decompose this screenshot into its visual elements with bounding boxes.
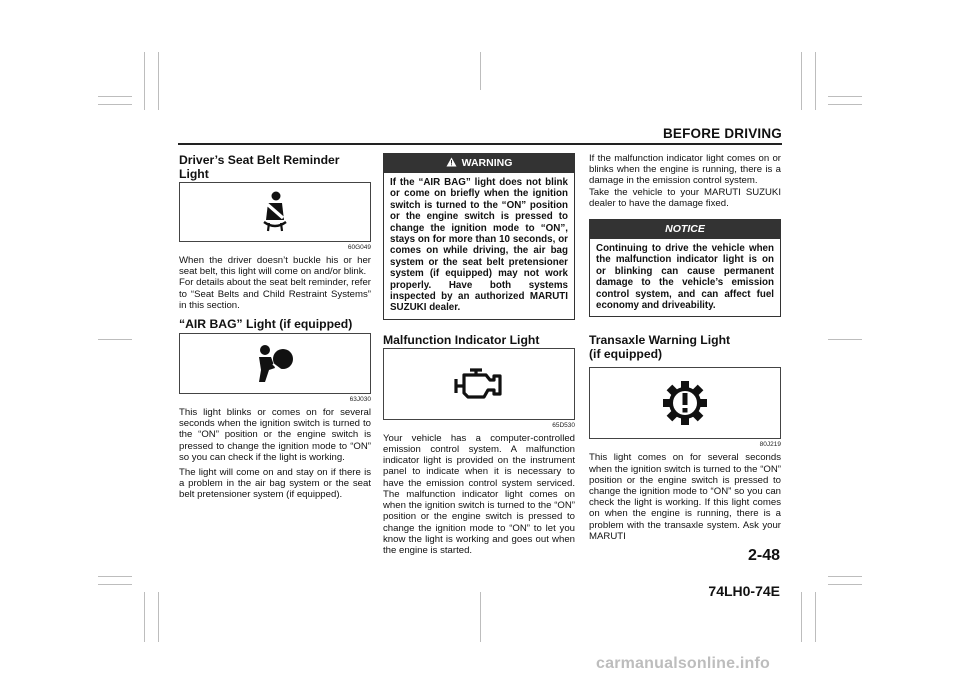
malfunction-icon-box (383, 348, 575, 420)
column-1 (179, 153, 371, 501)
airbag-paragraph-2: The light will come on and stay on if there is a problem in the air bag system or the seat belt pretensioner system (if equipped). (179, 467, 371, 501)
crop-mark (828, 576, 862, 577)
airbag-icon (251, 344, 299, 384)
crop-mark (144, 592, 145, 642)
transaxle-warning-icon (661, 379, 709, 427)
crop-mark (144, 52, 145, 110)
seat-belt-heading: Driver’s Seat Belt Reminder Light (179, 153, 340, 181)
transaxle-heading-2: (if equipped) (589, 347, 663, 362)
transaxle-caption: 80J219 (759, 441, 781, 449)
crop-mark (98, 576, 132, 577)
seat-belt-icon (255, 190, 295, 234)
malfunction-heading: Malfunction Indicator Light (383, 332, 540, 347)
notice-header: NOTICE (590, 220, 780, 239)
seat-belt-paragraph-2: For details about the seat belt reminder, refer to “Seat Belts and Child Restraint Systems” in this section. (179, 277, 371, 311)
crop-mark (98, 104, 132, 105)
warning-box (383, 153, 575, 320)
crop-mark (815, 592, 816, 642)
malfunction-cont-paragraph-2: Take the vehicle to your MARUTI SUZUKI dealer to have the damage fixed. (589, 186, 781, 209)
crop-mark (828, 584, 862, 585)
crop-mark (158, 592, 159, 642)
page-number: 2-48 (747, 547, 780, 564)
column-3 (589, 153, 781, 542)
airbag-icon-box (179, 333, 371, 394)
header-rule (178, 143, 782, 145)
airbag-heading: “AIR BAG” Light (if equipped) (179, 317, 353, 332)
crop-mark (828, 96, 862, 97)
crop-mark (801, 52, 802, 110)
notice-text: Continuing to drive the vehicle when the malfunction indicator light is on or blinking can cause permanent damage to the vehicle’s emission control system, and can affect fuel economy and driveability. (596, 243, 774, 312)
warning-label: WARNING (461, 157, 513, 169)
transaxle-heading-1: Transaxle Warning Light (589, 333, 731, 348)
document-code: 74LH0-74E (708, 583, 780, 599)
crop-mark (480, 592, 481, 642)
notice-box (589, 219, 781, 317)
crop-mark (98, 339, 132, 340)
crop-mark (828, 339, 862, 340)
airbag-paragraph-1: This light blinks or comes on for several seconds when the ignition switch is turned to the “ON” position or the engine switch is pressed to change the ignition mode to “ON” so you can check if the light is working. (179, 407, 371, 463)
crop-mark (158, 52, 159, 110)
check-engine-icon (452, 364, 506, 404)
seat-belt-icon-box (179, 182, 371, 242)
transaxle-icon-box (589, 367, 781, 439)
column-2 (383, 153, 575, 556)
crop-mark (480, 52, 481, 90)
seat-belt-paragraph-1: When the driver doesn’t buckle his or her seat belt, this light will come on and/or blink. (179, 255, 371, 278)
malfunction-paragraph-1: Your vehicle has a computer-controlled emission control system. A malfunction indicator light is provided on the instrument panel to indicate when it is necessary to have the emission control system serviced. The malfunction indicator light comes on when the ignition switch is turned to the “ON” position or the engine switch is pressed to change the ignition mode to “ON” to let you know the light is working and goes out when the engine is started. (383, 432, 575, 556)
warning-triangle-icon (446, 157, 457, 167)
airbag-caption: 63J030 (349, 396, 371, 404)
crop-mark (828, 104, 862, 105)
crop-mark (801, 592, 802, 642)
crop-mark (98, 584, 132, 585)
footer-watermark: carmanualsonline.info (596, 655, 771, 672)
crop-mark (98, 96, 132, 97)
warning-text: If the “AIR BAG” light does not blink or come on briefly when the ignition switch is turned to the “ON” position or the engine switch is pressed to change the ignition mode to “ON”, stays on for more than 10 seconds, or comes on while driving, the air bag system or the seat belt pretensioner system (if equipped) may not work properly. Have both systems inspected by an authorized MARUTI SUZUKI dealer. (390, 177, 568, 314)
crop-mark (815, 52, 816, 110)
warning-header (384, 154, 574, 173)
section-title: BEFORE DRIVING (662, 126, 782, 141)
malfunction-caption: 65D530 (552, 421, 575, 429)
transaxle-paragraph-1: This light comes on for several seconds when the ignition switch is turned to the “ON” position or the engine switch is pressed to change the ignition mode to “ON” so you can check the light is working. If this light comes on when the engine is running, there is a problem with the transaxle system. Ask your MARUTI (589, 452, 781, 542)
seat-belt-caption: 60G049 (347, 244, 371, 251)
malfunction-cont-paragraph-1: If the malfunction indicator light comes on or blinks when the engine is running, there is a damage in the emission control system. (589, 153, 781, 187)
